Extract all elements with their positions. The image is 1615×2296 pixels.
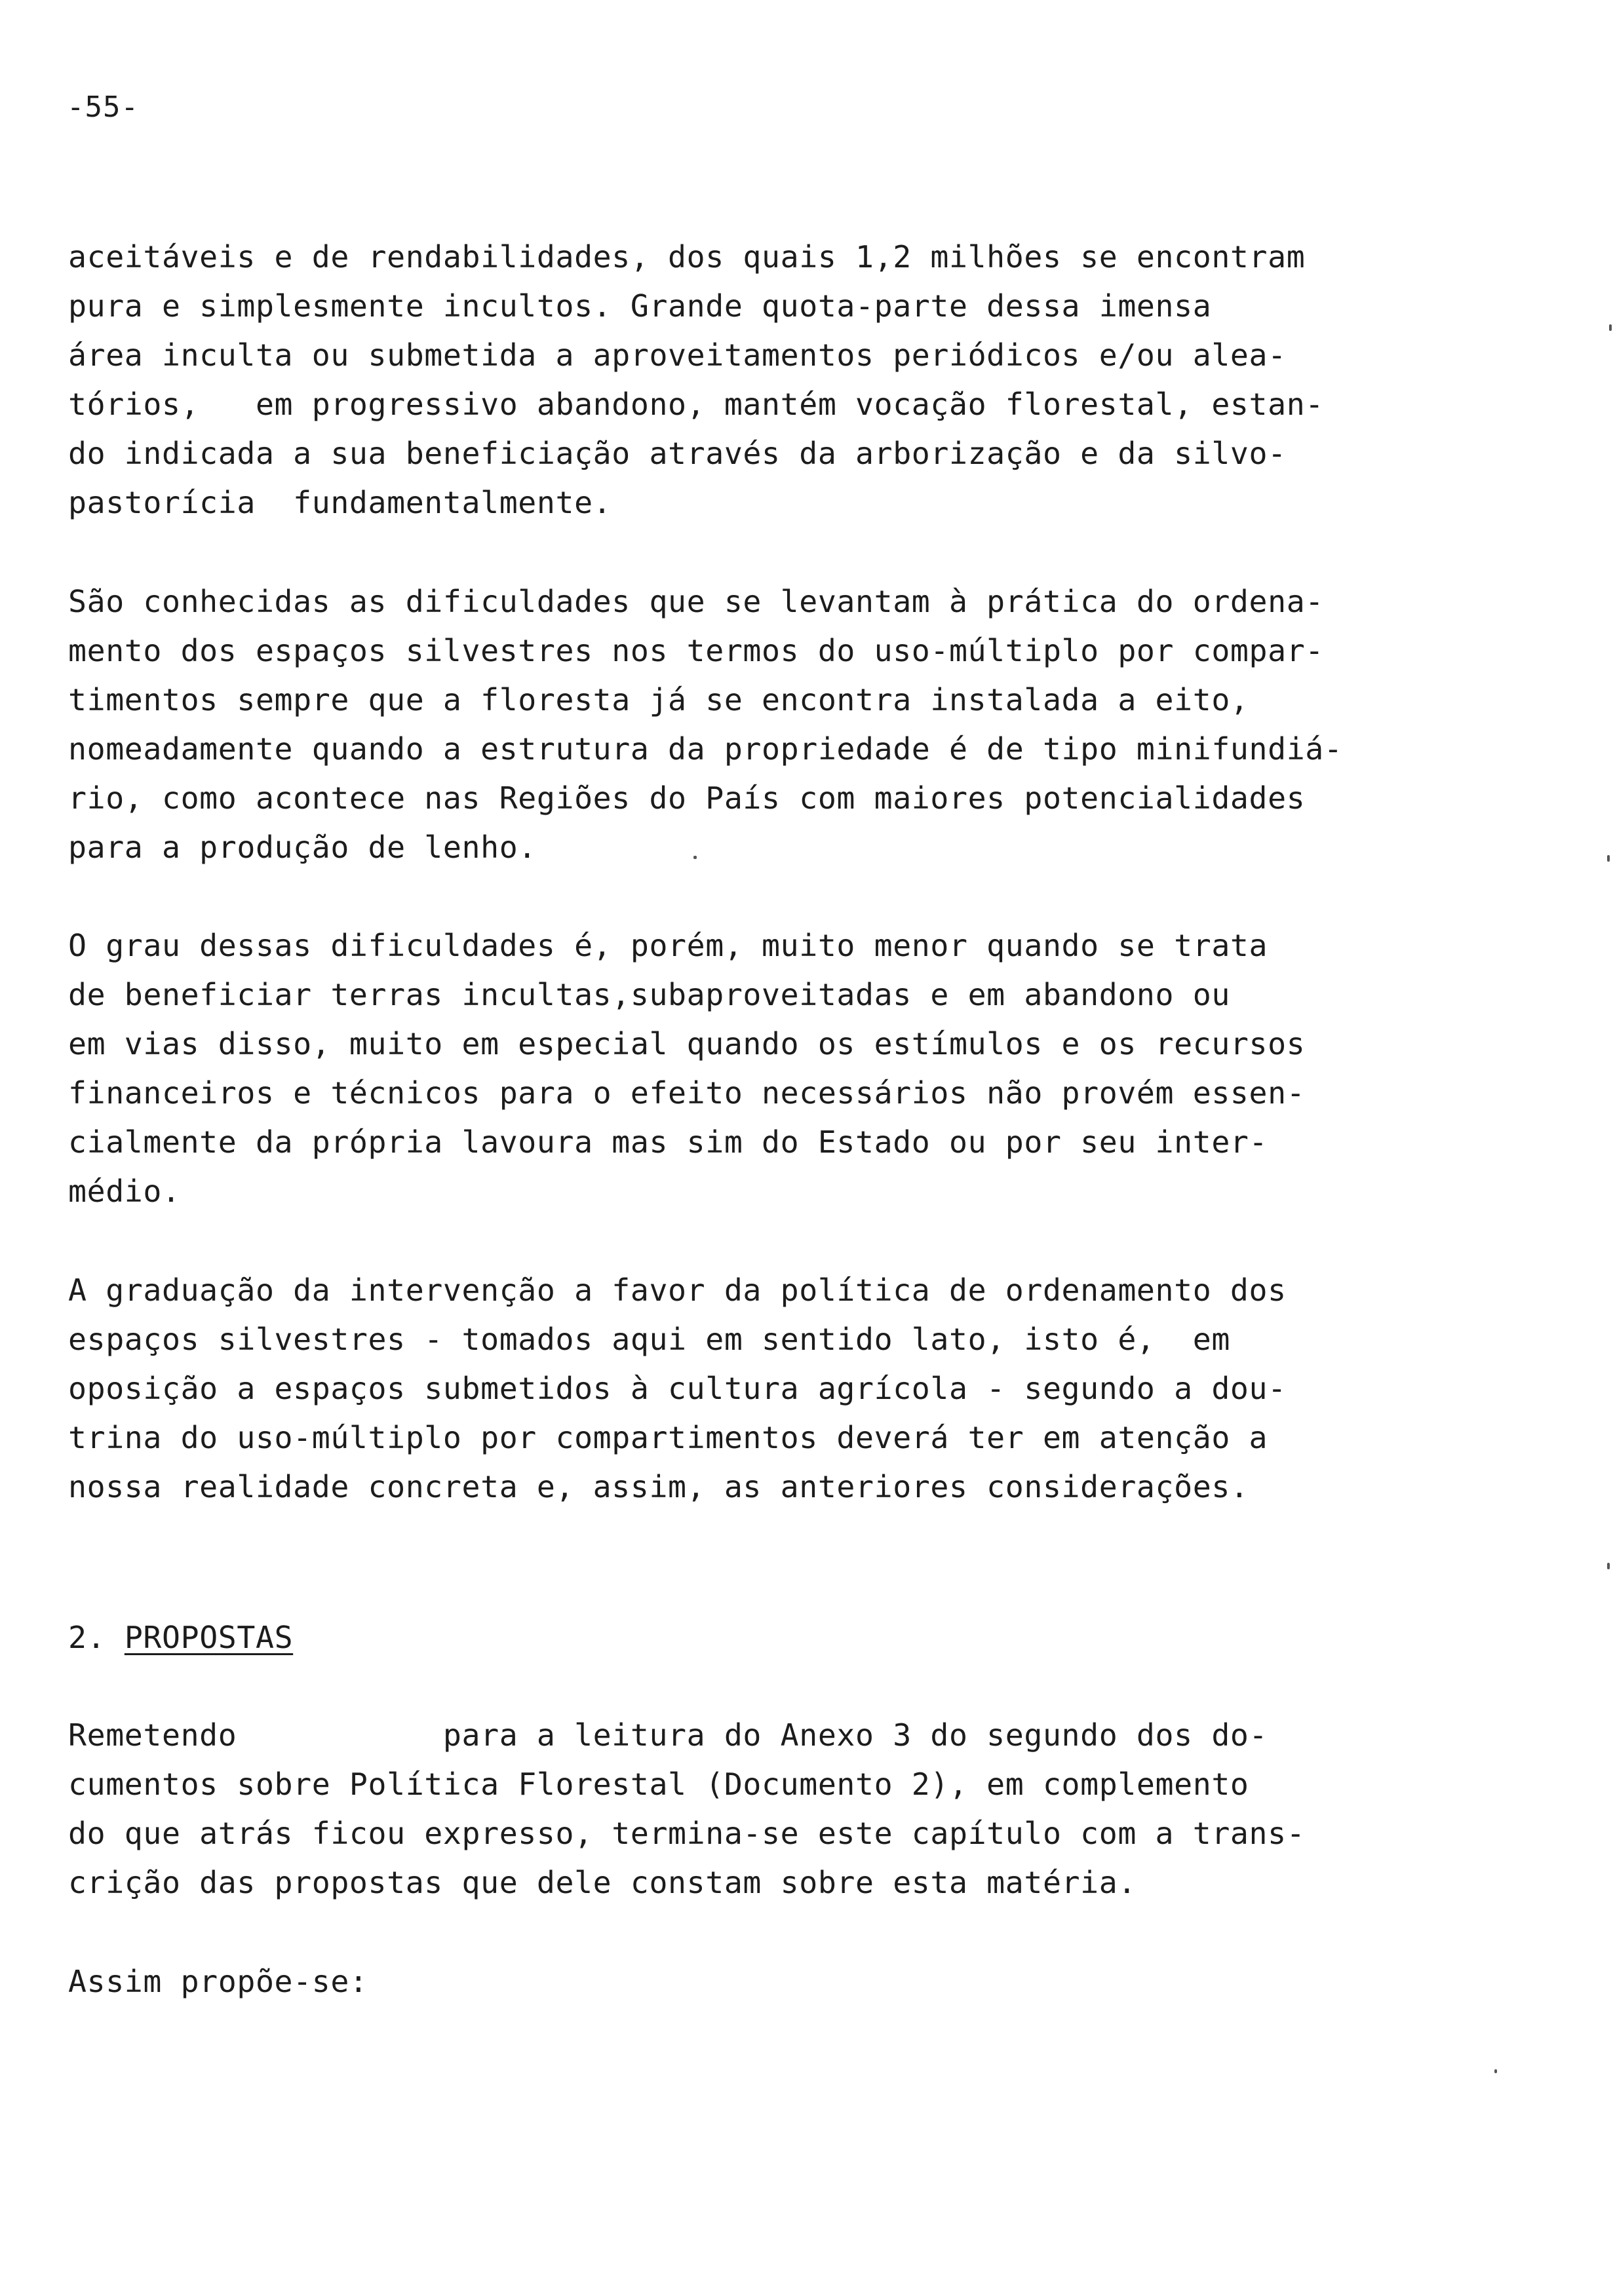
text-line: nossa realidade concreta e, assim, as anteriores considerações. xyxy=(68,1469,1249,1504)
text-line: para a produção de lenho. xyxy=(68,830,537,865)
text-line: crição das propostas que dele constam sobre esta matéria. xyxy=(68,1865,1137,1900)
text-line: cialmente da própria lavoura mas sim do Estado ou por seu inter- xyxy=(68,1124,1268,1160)
text-line: em vias disso, muito em especial quando os estímulos e os recursos xyxy=(68,1026,1306,1062)
scan-speck xyxy=(1607,1563,1610,1569)
section-number: 2. xyxy=(68,1620,106,1655)
section-title: PROPOSTAS xyxy=(124,1620,294,1655)
text-line: oposição a espaços submetidos à cultura agrícola - segundo a dou- xyxy=(68,1371,1287,1406)
scan-speck xyxy=(1609,324,1612,331)
text-line: médio. xyxy=(68,1174,181,1209)
paragraph-proposal-intro xyxy=(68,1957,1418,2006)
text-line: de beneficiar terras incultas,subaproveitadas e em abandono ou xyxy=(68,977,1230,1012)
scan-speck xyxy=(1607,855,1610,862)
text-line: do indicada a sua beneficiação através da arborização e da silvo- xyxy=(68,436,1287,471)
text-line: aceitáveis e de rendabilidades, dos quais 1,2 milhões se encontram xyxy=(68,239,1306,275)
paragraph-uncultivated-land xyxy=(68,233,1418,527)
text-line: O grau dessas dificuldades é, porém, muito menor quando se trata xyxy=(68,928,1268,963)
text-line: Assim propõe-se: xyxy=(68,1964,368,1999)
paragraph-degree-of-difficulty xyxy=(68,921,1418,1216)
text-line: São conhecidas as dificuldades que se levantam à prática do ordena- xyxy=(68,584,1324,619)
text-line: Remetendo para a leitura do Anexo 3 do segundo dos do- xyxy=(68,1717,1268,1753)
scan-speck xyxy=(693,856,697,859)
text-line: espaços silvestres - tomados aqui em sentido lato, isto é, em xyxy=(68,1322,1230,1357)
section-heading xyxy=(68,1613,293,1662)
text-line: pastorícia fundamentalmente. xyxy=(68,485,612,520)
text-line: financeiros e técnicos para o efeito necessários não provém essen- xyxy=(68,1075,1306,1111)
text-line: rio, como acontece nas Regiões do País com maiores potencialidades xyxy=(68,780,1306,816)
paragraph-graduation xyxy=(68,1266,1418,1512)
text-line: nomeadamente quando a estrutura da propriedade é de tipo minifundiá- xyxy=(68,731,1343,767)
text-line: cumentos sobre Política Florestal (Documento 2), em complemento xyxy=(68,1767,1249,1802)
page-number: -55- xyxy=(67,90,139,124)
text-line: trina do uso-múltiplo por compartimentos deverá ter em atenção a xyxy=(68,1420,1268,1455)
text-line: tórios, em progressivo abandono, mantém vocação florestal, estan- xyxy=(68,387,1324,422)
paragraph-referral xyxy=(68,1711,1418,1907)
scan-speck xyxy=(1494,2069,1497,2073)
text-line: A graduação da intervenção a favor da política de ordenamento dos xyxy=(68,1272,1287,1308)
text-line: timentos sempre que a floresta já se encontra instalada a eito, xyxy=(68,682,1249,718)
text-line: do que atrás ficou expresso, termina-se este capítulo com a trans- xyxy=(68,1816,1306,1851)
text-line: área inculta ou submetida a aproveitamentos periódicos e/ou alea- xyxy=(68,337,1287,373)
paragraph-difficulties xyxy=(68,577,1418,872)
text-line: mento dos espaços silvestres nos termos do uso-múltiplo por compar- xyxy=(68,633,1324,668)
text-line: pura e simplesmente incultos. Grande quota-parte dessa imensa xyxy=(68,288,1212,324)
